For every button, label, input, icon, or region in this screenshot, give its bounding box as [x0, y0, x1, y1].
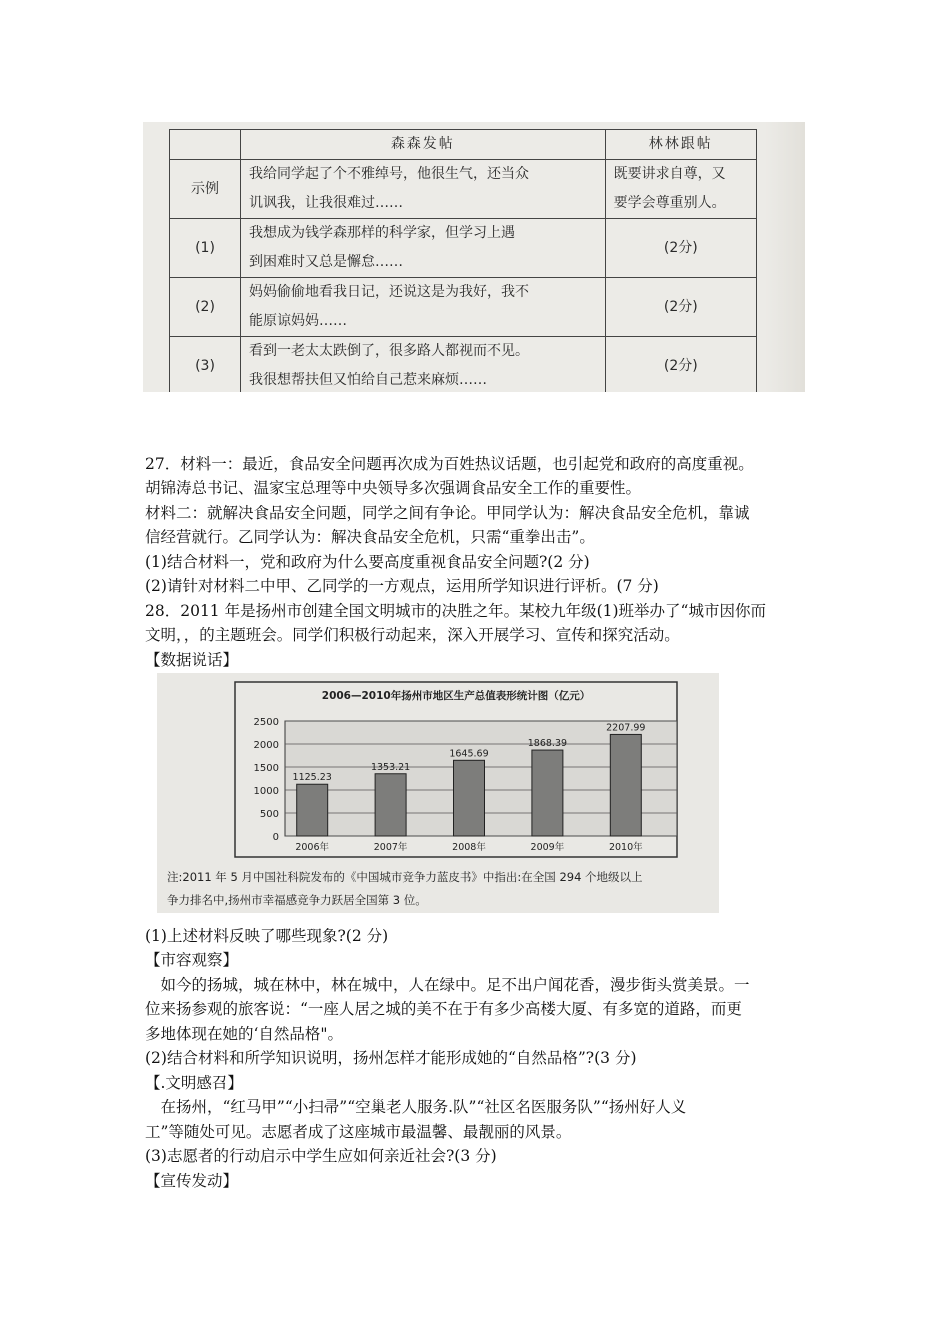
table-row [170, 278, 757, 337]
reply-line: 要学会尊重别人。 [613, 195, 726, 211]
q28-line: 28．2011 年是扬州市创建全国文明城市的决胜之年。某校九年级(1)班举办了“城市因你而 [145, 602, 766, 620]
post-cell [241, 337, 606, 393]
reply-points: (2分) [605, 278, 756, 337]
civil-text-line: 工”等随处可见。志愿者成了这座城市最温馨、最靓丽的风景。 [145, 1123, 572, 1141]
y-tick-label: 1500 [253, 763, 279, 774]
x-tick-label: 2006年 [295, 842, 330, 853]
post-line: 我想成为钱学森那样的科学家，但学习上遇 [249, 225, 516, 241]
reply-points: (2分) [605, 337, 756, 393]
q27-question: (2)请针对材料二中甲、乙同学的一方观点，运用所学知识进行评析。(7 分) [145, 577, 659, 595]
bar-value-label: 1125.23 [292, 772, 332, 784]
q27-line: 信经营就行。乙同学认为：解决食品安全危机，只需“重拳出击”。 [145, 528, 595, 546]
y-tick-label: 0 [272, 832, 279, 843]
table-row [170, 337, 757, 393]
city-text-line: 如今的扬城，城在林中，林在城中，人在绿中。足不出户闻花香，漫步街头赏美景。一 [145, 976, 750, 994]
civil-text-line: 在扬州，“红马甲”“小扫帚”“空巢老人服务.队”“社区名医服务队”“扬州好人义 [145, 1098, 687, 1116]
post-line: 到困难时又总是懈怠…… [249, 254, 404, 270]
post-line: 妈妈偷偷地看我日记，还说这是为我好，我不 [249, 284, 530, 300]
row-label: (2) [170, 278, 241, 337]
x-tick-label: 2010年 [608, 842, 643, 853]
q28-question-1: (1)上述材料反映了哪些现象?(2 分) [145, 927, 389, 945]
post-cell [241, 160, 606, 219]
forum-post-table-image [143, 122, 805, 392]
x-tick-label: 2007年 [373, 842, 408, 853]
bar-value-label: 2207.99 [606, 722, 646, 734]
post-line: 看到一老太太跌倒了，很多路人都视而不见。 [249, 343, 530, 359]
table-row [170, 219, 757, 278]
q27-line: 胡锦涛总书记、温家宝总理等中央领导多次强调食品安全工作的重要性。 [145, 479, 642, 497]
q27-question: (1)结合材料一，党和政府为什么要高度重视食品安全问题?(2 分) [145, 553, 590, 571]
bar [532, 750, 563, 836]
post-line: 我给同学起了个不雅绰号，他很生气，还当众 [249, 166, 530, 182]
post-cell [241, 219, 606, 278]
y-tick-label: 1000 [253, 786, 279, 797]
row-label: 示例 [170, 160, 241, 219]
gdp-bar-chart [157, 673, 719, 913]
section-tag-data: 【数据说话】 [145, 651, 239, 669]
reply-line: 既要讲求自尊，又 [613, 166, 726, 182]
table-row [170, 160, 757, 219]
bar [610, 734, 641, 836]
reply-cell [605, 160, 756, 219]
post-line: 我很想帮扶但又怕给自己惹来麻烦…… [249, 372, 488, 388]
q28-question-3: (3)志愿者的行动启示中学生应如何亲近社会?(3 分) [145, 1147, 497, 1165]
forum-post-table [169, 129, 757, 392]
bar-value-label: 1868.39 [527, 738, 568, 750]
header-reply: 林林跟帖 [605, 130, 756, 160]
x-tick-label: 2008年 [452, 842, 486, 853]
section-tag-promo: 【宣传发动】 [145, 1172, 239, 1190]
scan-bleed [765, 122, 805, 392]
section-tag-civil: 【.文明感召】 [145, 1074, 243, 1092]
post-line: 讥讽我，让我很难过…… [249, 195, 404, 211]
table-header-row [170, 130, 757, 160]
post-cell [241, 278, 606, 337]
chart-title: 2006—2010年扬州市地区生产总值表形统计图（亿元） [321, 690, 591, 702]
q27-line: 材料二：就解决食品安全问题，同学之间有争论。甲同学认为：解决食品安全危机，靠诚 [145, 504, 750, 522]
row-label: (1) [170, 219, 241, 278]
bar-value-label: 1353.21 [370, 761, 411, 773]
post-line: 能原谅妈妈…… [249, 313, 348, 329]
y-tick-label: 2500 [253, 717, 279, 728]
bar-value-label: 1645.69 [449, 748, 489, 760]
header-post: 森森发帖 [241, 130, 606, 160]
table-corner-cell [170, 130, 241, 160]
chart-note-line: 争力排名中,扬州市幸福感竞争力跃居全国第 3 位。 [167, 893, 427, 907]
bar [454, 760, 485, 836]
row-label: (3) [170, 337, 241, 393]
q27-line: 27．材料一：最近，食品安全问题再次成为百姓热议话题，也引起党和政府的高度重视。 [145, 455, 754, 473]
bar [297, 784, 328, 836]
city-text-line: 多地体现在她的‘自然品格"。 [145, 1025, 344, 1043]
city-text-line: 位来扬参观的旅客说：“一座人居之城的美不在于有多少高楼大厦、有多宽的道路，而更 [145, 1000, 742, 1018]
chart-note-line: 注:2011 年 5 月中国社科院发布的《中国城市竞争力蓝皮书》中指出:在全国 294 个地级以上 [167, 870, 643, 884]
q28-line: 文明，，的主题班会。同学们积极行动起来，深入开展学习、宣传和探究活动。 [145, 626, 680, 644]
y-tick-label: 2000 [253, 740, 279, 751]
y-tick-label: 500 [259, 809, 279, 820]
reply-points: (2分) [605, 219, 756, 278]
section-tag-city: 【市容观察】 [145, 951, 239, 969]
bar [375, 774, 406, 836]
x-tick-label: 2009年 [530, 842, 565, 853]
q28-question-2: (2)结合材料和所学知识说明，扬州怎样才能形成她的“自然品格”?(3 分) [145, 1049, 637, 1067]
